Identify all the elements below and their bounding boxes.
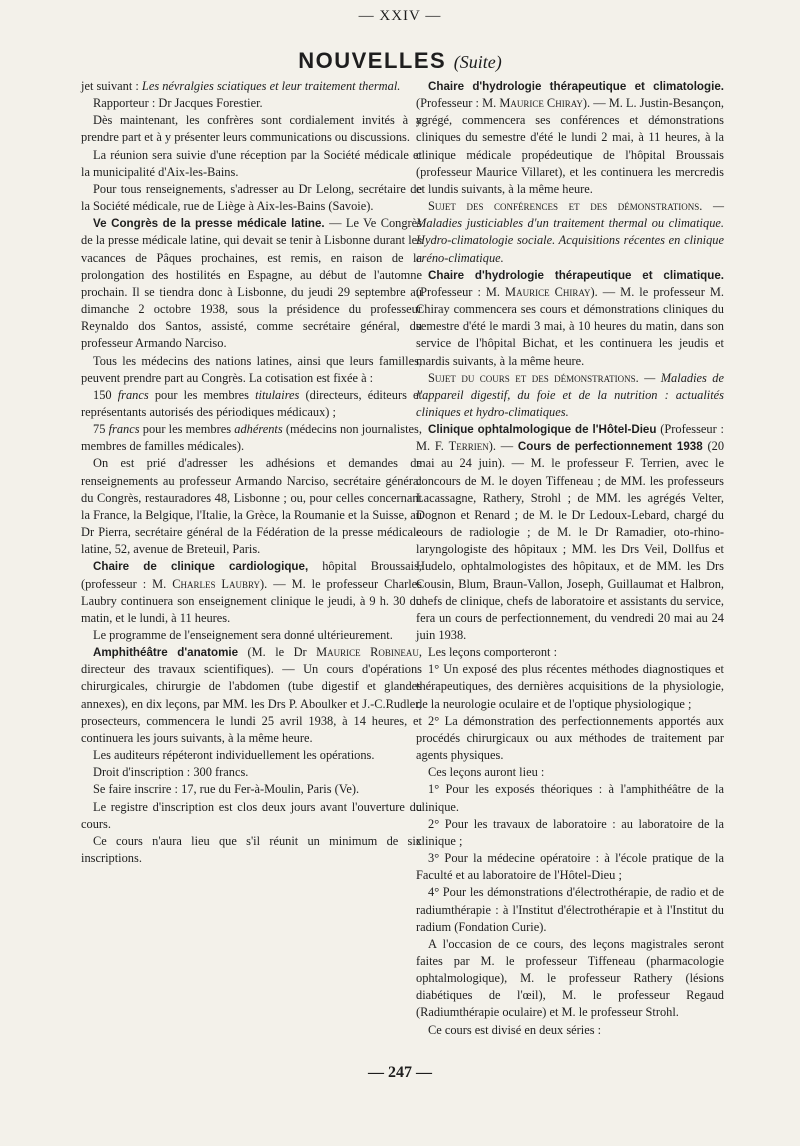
paragraph: Chaire d'hydrologie thérapeutique et climatique. (Professeur : M. Maurice Chiray). — M. le professeur M. Chiray commencera ses cours et démonstrations cliniques du semestre d'été le mardi 3 mai, à 10 heures du matin, dans son service de l'hôpital Bichat, et les continuera les jeudis et mardis suivants, à la même heure. xyxy=(416,268,725,368)
page-header xyxy=(0,8,800,25)
section-heading: Clinique ophtalmologique de l'Hôtel-Dieu xyxy=(428,423,657,437)
paragraph: 75 francs pour les membres adhérents (médecins non journalistes, membres de familles médicales). xyxy=(81,422,422,454)
section-heading: Chaire d'hydrologie thérapeutique et climatologie. xyxy=(428,80,724,93)
paragraph: Les auditeurs répéteront individuellement les opérations. xyxy=(93,748,375,763)
paragraph: Rapporteur : Dr Jacques Forestier. xyxy=(93,96,263,111)
paragraph: Le programme de l'enseignement sera donné ultérieurement. xyxy=(93,628,393,642)
section-heading: Chaire d'hydrologie thérapeutique et climatique. xyxy=(428,268,724,282)
left-column xyxy=(81,78,422,867)
roman-page-number: — XXIV — xyxy=(358,8,442,24)
paragraph: Dès maintenant, les confrères sont cordialement invités à y prendre part et à y présenter leurs communications ou discussions. xyxy=(81,113,422,145)
paragraph: 1° Pour les exposés théoriques : à l'amphithéâtre de la clinique. xyxy=(416,782,724,814)
paragraph: 4° Pour les démonstrations d'électrothérapie, de radio et de radiumthérapie : à l'Institut d'électrothérapie et à l'Institut du radium (Fondation Curie). xyxy=(416,885,724,934)
paragraph: Chaire de clinique cardiologique, hôpital Broussais, (professeur : M. Charles Laubry). — M. le professeur Charles Laubry continuera son enseignement clinique le jeudi, à 9 h. 30 du matin, et le lundi, à 11 heures. xyxy=(81,559,422,625)
paragraph: Clinique ophtalmologique de l'Hôtel-Dieu (Professeur : M. F. Terrien). — Cours de perfectionnement 1938 (20 mai au 24 juin). — M. le professeur F. Terrien, avec le concours de M. le doyen Tiffeneau ; de MM. les professeurs Lacassagne, Rathery, Strohl ; de MM. les agrégés Velter, Dognon et Renard ; de M. le Dr Ledoux-Lebard, chargé du cours de radiologie ; de M. le Dr Ramadier, oto-rhino-laryngologiste des hôpitaux ; MM. les Drs Veil, Dollfus et Hudelo, ophtalmologistes des hôpitaux, et de MM. les Drs Cousin, Blum, Braun-Vallon, Joseph, Guillaumat et Halbron, chefs de clinique, chefs de laboratoire et assistants du service, fera un cours de perfectionnement, du vendredi 20 mai au 24 juin 1938. xyxy=(416,422,725,642)
title-text: NOUVELLES xyxy=(298,48,447,73)
paragraph: La réunion sera suivie d'une réception par la Société médicale et la municipalité d'Aix-les-Bains. xyxy=(81,147,422,179)
paragraph: Sujet du cours et des démonstrations. — Maladies de l'appareil digestif, du foie et de la nutrition : actualités cliniques et hydro-climatiques. xyxy=(416,370,724,419)
paragraph: Le registre d'inscription est clos deux jours avant l'ouverture du cours. xyxy=(81,799,422,831)
paragraph: Se faire inscrire : 17, rue du Fer-à-Moulin, Paris (Ve). xyxy=(93,782,360,797)
paragraph: jet suivant : Les névralgies sciatiques et leur traitement thermal. xyxy=(81,79,401,93)
title-suffix: (Suite) xyxy=(453,52,502,72)
paragraph: 150 francs pour les membres titulaires (directeurs, éditeurs et représentants autorisés des périodiques médicaux) ; xyxy=(81,387,422,419)
paragraph: Ce cours n'aura lieu que s'il réunit un minimum de six inscriptions. xyxy=(81,833,422,866)
paragraph: Tous les médecins des nations latines, ainsi que leurs familles, peuvent prendre part au Congrès. La cotisation est fixée à : xyxy=(81,353,422,385)
paragraph: Ve Congrès de la presse médicale latine. — Le Ve Congrès de la presse médicale latine, qui devait se tenir à Lisbonne durant les vacances de Pâques prochaines, est remis, en raison de la prolongation des hostilités en Espagne, au début de l'automne prochain. Il se tiendra donc à Lisbonne, du jeudi 29 septembre au dimanche 2 octobre 1938, sous la présidence du professeur Reynaldo dos Santos, assisté, comme secrétaire général, du professeur Armando Narciso. xyxy=(81,216,422,351)
paragraph: 2° La démonstration des perfectionnements apportés aux procédés chirurgicaux ou aux méthodes de traitement par agents physiques. xyxy=(416,713,724,763)
section-heading: Ve Congrès de la presse médicale latine. xyxy=(93,217,325,231)
paragraph: Pour tous renseignements, s'adresser au Dr Lelong, secrétaire de la Société médicale, rue de Liège à Aix-les-Bains (Savoie). xyxy=(81,181,422,214)
section-heading: Amphithéâtre d'anatomie xyxy=(93,646,239,660)
paragraph: 1° Un exposé des plus récentes méthodes diagnostiques et thérapeutiques, des dernières acquisitions de la physiologie, de la neurologie oculaire et de l'optique physiologique ; xyxy=(416,662,724,711)
paragraph: A l'occasion de ce cours, des leçons magistrales seront faites par M. le professeur Tiffeneau (pharmacologie ophtalmologique), M. le professeur Rathery (lésions diabétiques de l'œil), M. le professeur Regaud (Radiumthérapie oculaire) et M. le professeur Strohl. xyxy=(416,936,724,1020)
paragraph: Droit d'inscription : 300 francs. xyxy=(93,765,249,780)
page-title xyxy=(0,48,800,74)
right-column xyxy=(416,78,724,1039)
paragraph: Ces leçons auront lieu : xyxy=(428,765,545,780)
paragraph: Sujet des conférences et des démonstrations. — Maladies justiciables d'un traitement thermal ou climatique. Hydro-climatologie sociale. Acquisitions récentes en clinique créno-climatique. xyxy=(416,199,724,265)
section-heading: Chaire de clinique cardiologique, xyxy=(93,560,309,574)
paragraph: Ce cours est divisé en deux séries : xyxy=(428,1022,602,1037)
paragraph: 3° Pour la médecine opératoire : à l'école pratique de la Faculté et au laboratoire de l'Hôtel-Dieu ; xyxy=(416,851,724,883)
paragraph: Les leçons comporteront : xyxy=(428,645,558,660)
paragraph: Amphithéâtre d'anatomie (M. le Dr Maurice Robineau, directeur des travaux scientifiques). — Un cours d'opérations chirurgicales, chirurgie de l'abdomen (tube digestif et glandes annexes), en dix leçons, par MM. les Drs P. Aboulker et J.-C.Rudler, prosecteurs, commencera le lundi 25 avril 1938, à 14 heures, et continuera les jours suivants, à la même heure. xyxy=(81,645,423,745)
paragraph: 2° Pour les travaux de laboratoire : au laboratoire de la clinique ; xyxy=(416,816,724,848)
paragraph: Chaire d'hydrologie thérapeutique et climatologie. (Professeur : M. Maurice Chiray). — M. L. Justin-Besançon, agrégé, commencera ses conférences et démonstrations cliniques du semestre d'été le lundi 2 mai, à 11 heures, à la clinique médicale propédeutique de l'hôpital Broussais (professeur Maurice Villaret), et les continuera les mercredis et lundis suivants, à la même heure. xyxy=(416,80,724,196)
page-number: — 247 — xyxy=(368,1064,432,1081)
paragraph: On est prié d'adresser les adhésions et demandes de renseignements au professeur Armando Narciso, secrétaire général du Congrès, restauradores 48, Lisbonne ; ou, pour celles concernant la France, la Belgique, l'Italie, la Grèce, la Roumanie et la Suisse, au Dr Pierra, secrétaire général de la Fédération de la presse médicale latine, 52, avenue de Breteuil, Paris. xyxy=(81,456,422,557)
